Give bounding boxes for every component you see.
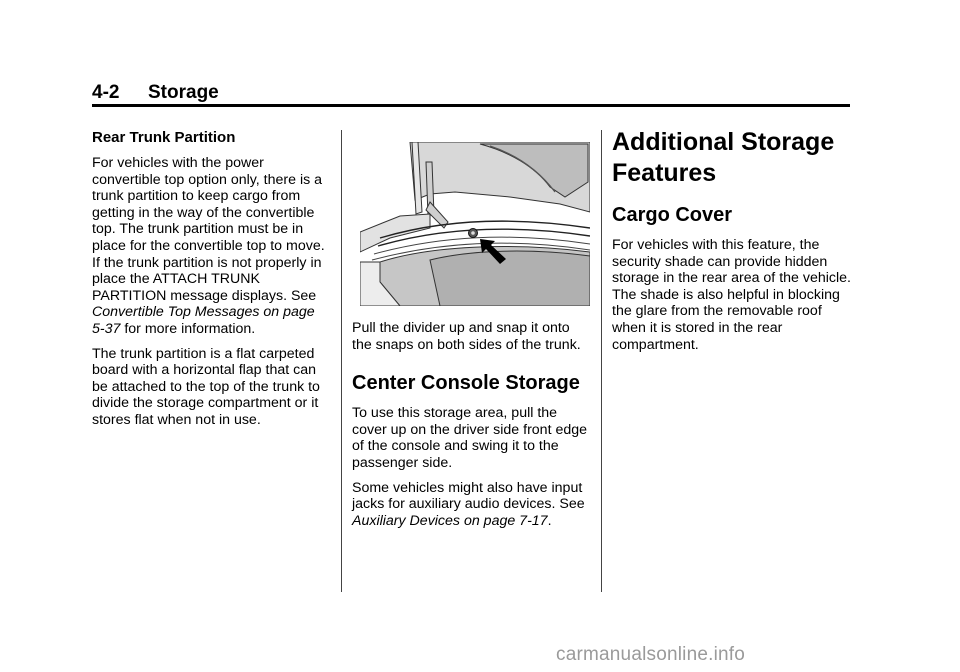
cargo-cover-heading: Cargo Cover [612,204,733,226]
trunk-partition-illustration [360,142,590,306]
additional-storage-features-heading: Additional Storage Features [612,128,835,187]
center-console-paragraph-1: To use this storage area, pull the cover up on the driver side front edge of the console and swing it to the passenger side. [352,405,588,471]
figure-caption: Pull the divider up and snap it onto the snaps on both sides of the trunk. [352,320,581,353]
header-rule [92,104,850,107]
watermark: carmanualsonline.info [556,644,746,665]
column-2 [352,134,592,537]
rear-trunk-partition-paragraph-2: The trunk partition is a flat carpeted board with a horizontal flap that can be attached to the top of the trunk to divide the storage compartment or it stores flat when not in use. [92,345,320,428]
center-console-storage-heading: Center Console Storage [352,372,580,395]
column-3 [612,127,852,361]
auxiliary-devices-link[interactable]: Auxiliary Devices on page 7-17 [352,512,548,529]
rear-trunk-partition-paragraph-1 [92,155,330,338]
column-divider-left [341,130,342,592]
column-1 [92,129,330,437]
section-number: 4-2 [92,82,120,103]
rear-trunk-partition-heading: Rear Trunk Partition [92,129,236,146]
rear-trunk-partition-text-end: for more information. [120,320,256,337]
section-title: Storage [148,82,219,103]
cargo-cover-paragraph: For vehicles with this feature, the security shade can provide hidden storage in the rear area of the vehicle. The shade is also helpful in blocking the glare from the removable roof when it is stored in the rear compartment. [612,237,851,353]
center-console-paragraph-2 [352,480,592,530]
rear-trunk-partition-text: For vehicles with the power convertible top option only, there is a trunk partition to keep cargo from getting in the way of the convertible top. The trunk partition must be in place for the convertible top to move. If the trunk partition is not properly in place the ATTACH TRUNK PARTITION message displays. See [92,155,325,304]
center-console-text: Some vehicles might also have input jacks for auxiliary audio devices. See [352,479,585,513]
convertible-top-messages-link[interactable]: Convertible Top Messages on page 5-37 [92,304,315,337]
center-console-text-end: . [547,512,552,529]
column-divider-right [601,130,602,592]
page-header [92,80,850,106]
